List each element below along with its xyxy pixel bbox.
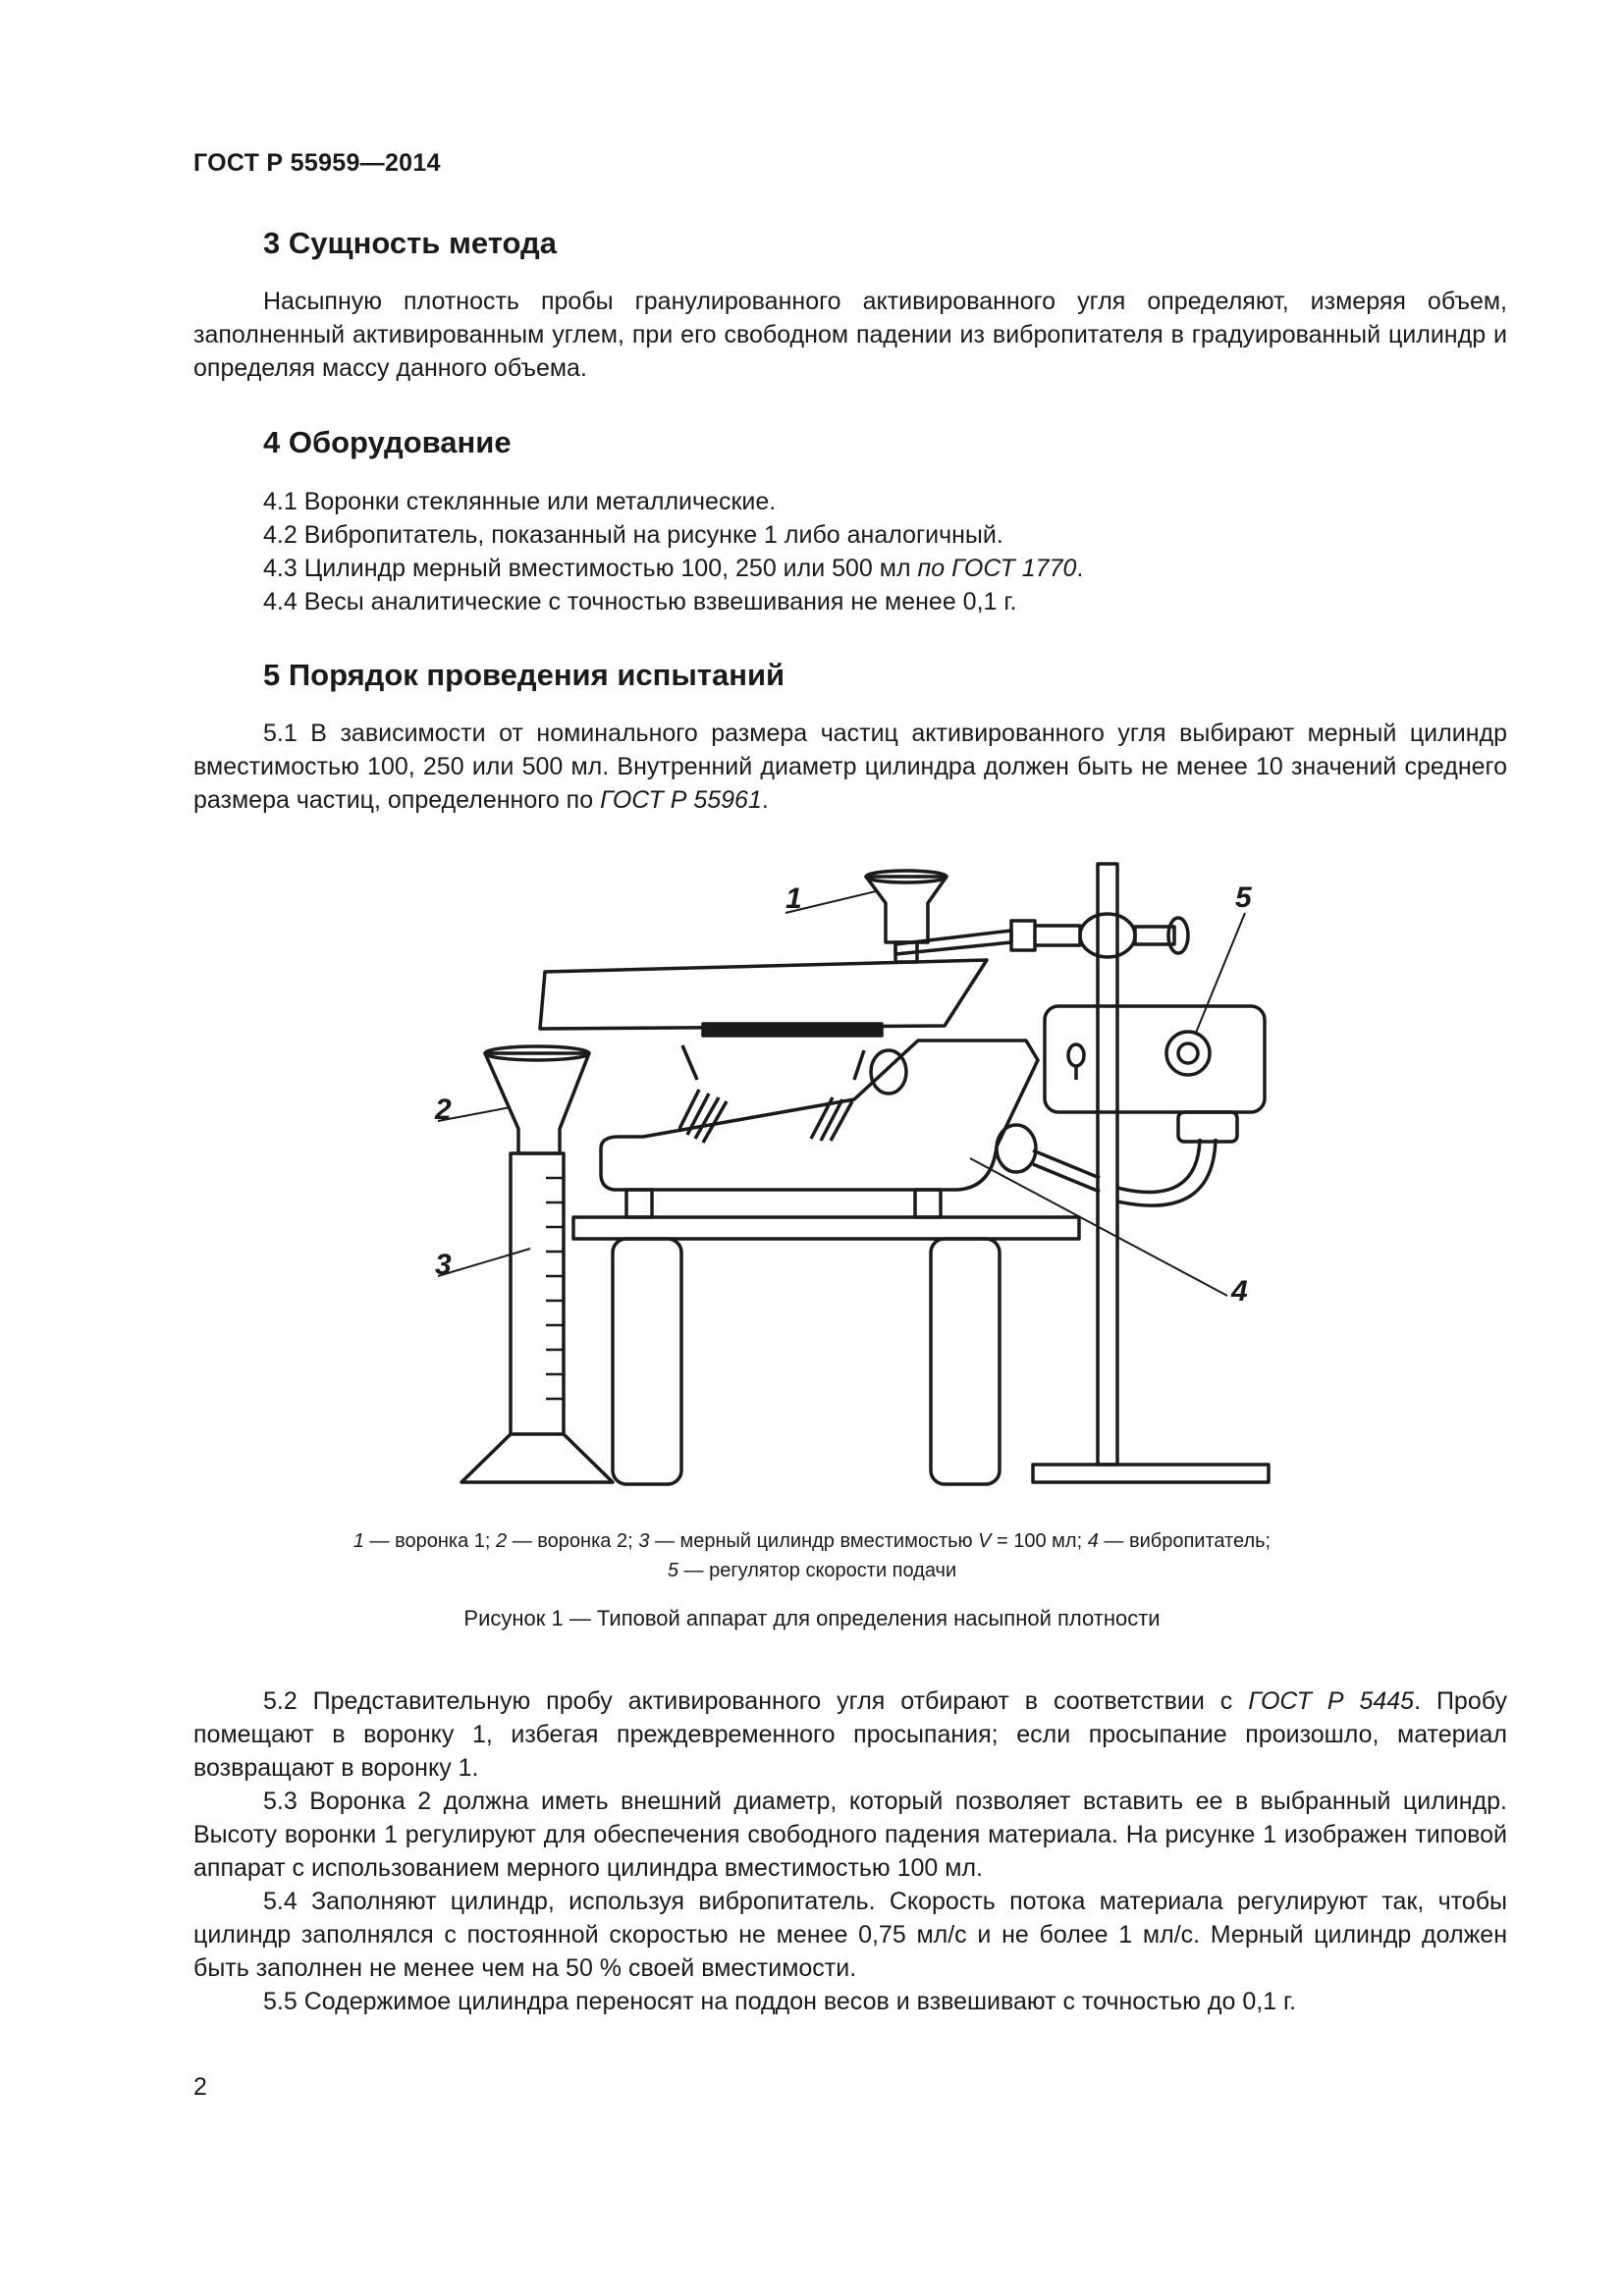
controller-plug	[1178, 1112, 1237, 1142]
section-5-title: 5 Порядок проведения испытаний	[263, 658, 785, 692]
section-3-paragraph	[193, 285, 1507, 385]
gost-1770-reference: по ГОСТ 1770	[917, 555, 1077, 582]
spring-right-rod	[854, 1050, 864, 1080]
item-4-2: 4.2 Вибропитатель, показанный на рисунке 1 либо аналогичный.	[263, 521, 1003, 549]
foot-left	[626, 1190, 652, 1217]
cable-to-stand	[1033, 1150, 1100, 1192]
cylinder-base	[461, 1434, 613, 1482]
legend-text-1: — воронка 1;	[364, 1530, 497, 1552]
paragraph-5-2	[193, 1684, 1507, 1785]
paragraph-5-4	[193, 1885, 1507, 1985]
legend-num-1: 1	[352, 1530, 364, 1552]
speed-regulator-center	[1178, 1043, 1198, 1063]
vibro-tray	[540, 960, 987, 1029]
stand-base	[1033, 1465, 1269, 1482]
paragraph-5-4-text: 5.4 Заполняют цилиндр, используя вибропитатель. Скорость потока материала регулируют так, чтобы цилиндр заполнялся с постоянной скоростью не менее 0,75 мл/с и не более 1 мл/с. Мерный цилиндр должен быть заполнен не менее чем на 50 % своей вместимости.	[193, 1888, 1507, 1982]
gost-5445-reference: ГОСТ Р 5445	[1248, 1687, 1415, 1715]
paragraph-5-2-rest: . Пробу помещают в воронку 1, избегая преждевременного просыпания; если просыпание произошло, материал возвращают в воронку 1.	[193, 1687, 1508, 1782]
power-switch	[1068, 1044, 1084, 1066]
item-4-3-text: 4.3 Цилиндр мерный вместимостью 100, 250 или 500 мл	[263, 555, 918, 582]
paragraph-5-5-text: 5.5 Содержимое цилиндра переносят на поддон весов и взвешивают с точностью до 0,1 г.	[263, 1988, 1297, 2015]
legend-num-2: 2	[496, 1530, 508, 1552]
page-number: 2	[193, 2073, 207, 2101]
vibro-body	[601, 1041, 1038, 1190]
figure-label-1: 1	[785, 882, 802, 915]
legend-num-3: 3	[638, 1530, 650, 1552]
legend-num-4: 4	[1087, 1530, 1099, 1552]
clamp-knob	[1080, 914, 1135, 957]
figure-label-5: 5	[1235, 881, 1252, 914]
paragraph-5-2-text: 5.2 Представительную пробу активированного угля отбирают в соответствии с	[263, 1687, 1249, 1715]
table-leg-left	[613, 1239, 681, 1484]
item-4-3-end: .	[1076, 555, 1084, 582]
item-4-1: 4.1 Воронки стеклянные или металлические.	[263, 488, 777, 515]
body-connector	[997, 1125, 1036, 1172]
table-top	[573, 1217, 1079, 1239]
item-4-4: 4.4 Весы аналитические с точностью взвешивания не менее 0,1 г.	[263, 588, 1017, 615]
spring-left	[679, 1090, 727, 1143]
legend-text-2: — воронка 2;	[507, 1530, 639, 1552]
section-4-title: 4 Оборудование	[263, 425, 512, 459]
document-header: ГОСТ Р 55959—2014	[193, 149, 441, 177]
cable-to-controller	[1117, 1139, 1216, 1205]
legend-text-5: — регулятор скорости подачи	[677, 1560, 957, 1581]
figure-label-3: 3	[435, 1249, 452, 1281]
legend-text-3: — мерный цилиндр вместимостью	[649, 1530, 979, 1552]
paragraph-5-3-text: 5.3 Воронка 2 должна иметь внешний диаметр, который позволяет вставить ее в выбранный цилиндр. Высоту воронки 1 регулируют для обеспечения свободного падения материала. На рисунке 1 изображен типовой аппарат с использованием мерного цилиндра вместимостью 100 мл.	[193, 1788, 1507, 1882]
gost-55961-reference: ГОСТ Р 55961	[600, 786, 762, 814]
foot-right	[915, 1190, 941, 1217]
spring-left-rod	[682, 1045, 697, 1080]
paragraph-5-5	[193, 1985, 1507, 2018]
legend-text-4: — вибропитатель;	[1098, 1530, 1272, 1552]
table-leg-right	[931, 1239, 1000, 1484]
speed-controller-box	[1045, 1006, 1265, 1112]
funnel-2	[485, 1053, 589, 1153]
clamp-block	[1011, 921, 1035, 950]
legend-text-3b: = 100 мл;	[991, 1530, 1088, 1552]
vibro-plate	[703, 1024, 882, 1036]
item-4-3	[263, 552, 1083, 585]
figure-caption: Рисунок 1 — Типовой аппарат для определения насыпной плотности	[463, 1606, 1161, 1630]
section-3-title: 3 Сущность метода	[263, 226, 557, 260]
figure-legend	[193, 1526, 1431, 1585]
figure-label-4: 4	[1231, 1275, 1248, 1308]
legend-volume-symbol: V	[978, 1530, 992, 1552]
paragraph-5-1-end: .	[761, 786, 769, 814]
paragraph-5-1-text: 5.1 В зависимости от номинального размера частиц активированного угля выбирают мерный цилиндр вместимостью 100, 250 или 500 мл. Внутренний диаметр цилиндра должен быть не менее 10 значений среднего размера частиц, определенного по	[193, 720, 1507, 814]
clamp-screw-head	[1168, 918, 1188, 953]
paragraph-5-3	[193, 1785, 1507, 1885]
funnel-1	[866, 877, 947, 942]
measuring-cylinder	[511, 1153, 564, 1434]
speed-regulator-knob	[1166, 1032, 1210, 1075]
legend-num-5: 5	[667, 1560, 678, 1581]
clamp-arm	[1035, 926, 1080, 945]
body-knob	[871, 1050, 906, 1094]
apparatus-figure	[412, 854, 1296, 1522]
cylinder-graduations	[546, 1178, 564, 1399]
paragraph-5-1	[193, 717, 1507, 817]
section-3-text: Насыпную плотность пробы гранулированного активированного угля определяют, измеряя объем, заполненный активированным углем, при его свободном падении из вибропитателя в градуированный цилиндр и определяя массу данного объема.	[193, 288, 1507, 382]
figure-label-2: 2	[435, 1094, 452, 1126]
stand-rod	[1098, 864, 1117, 1465]
